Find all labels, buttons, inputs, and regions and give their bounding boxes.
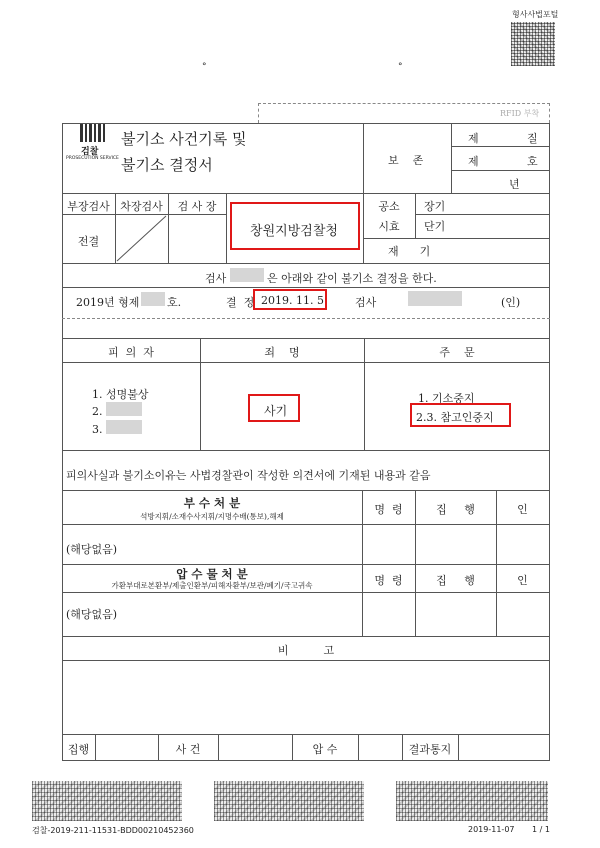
office-highlight [230, 202, 360, 250]
statement-suffix: 은 아래와 같이 불기소 결정을 한다. [267, 272, 437, 285]
approval-header-2: 차장검사 [120, 200, 163, 213]
sub-disposition-title: 부 수 처 분 [183, 496, 241, 510]
preserve-ho: 호 [527, 155, 538, 168]
footer-doc-id: 검찰-2019-211-11531-BDD00210452360 [32, 826, 194, 835]
seizure-col-command: 명 령 [374, 574, 403, 587]
disposition-1: 1. 기소중지 [418, 392, 475, 405]
preserve-nyeon: 년 [509, 178, 520, 191]
statement-prefix: 검사 [205, 272, 227, 285]
seizure-col-execution: 집 행 [436, 574, 475, 587]
preserve-je2: 제 [468, 155, 479, 168]
preserve-jil: 질 [527, 132, 538, 145]
decision-label: 결 정 [226, 296, 255, 309]
seizure-subtitle: 가환부대로본환부/제출인환부/피해자환부/보관/폐기/국고귀속 [111, 581, 313, 590]
top-badge: 형사사법포털 [512, 10, 559, 19]
barcode-strip-3 [396, 781, 548, 821]
case-suffix: 호. [167, 296, 182, 309]
redacted-prosecutor-name [230, 268, 264, 282]
sub-disposition-content: (해당없음) [66, 543, 118, 556]
case-prefix: 2019년 형제 [76, 296, 140, 309]
gongso-label-1: 공소 [378, 200, 400, 213]
sub-disposition-subtitle: 석방지휘/소재수사지휘/지명수배(통보),해제 [140, 512, 284, 521]
seizure-col-seal: 인 [517, 574, 528, 587]
disposition-2: 2.3. 참고인중지 [416, 411, 494, 424]
jaegi-label: 재 기 [388, 245, 431, 258]
sub-col-command: 명 령 [374, 503, 403, 516]
remarks-label: 비 고 [277, 644, 335, 657]
doc-title-line1: 불기소 사건기록 및 [121, 130, 247, 148]
office-name: 창원지방검찰청 [250, 224, 338, 239]
bottom-case: 사 건 [175, 743, 201, 756]
suspect-2: 2. [92, 405, 103, 418]
barcode-strip-1 [32, 781, 182, 821]
charge-value: 사기 [264, 404, 288, 418]
decision-date: 2019. 11. 5. [261, 294, 328, 307]
logo-name: 검찰 [81, 147, 99, 157]
footer-date: 2019-11-07 [468, 825, 515, 834]
suspect-1: 1. 성명불상 [92, 388, 149, 401]
preserve-je1: 제 [468, 132, 479, 145]
seal-mark: (인) [501, 296, 521, 309]
rfid-label: RFID 부착 [500, 109, 540, 118]
gongso-janggi: 장기 [424, 200, 446, 213]
approval-header-1: 부장검사 [67, 200, 110, 213]
disposition-highlight [410, 403, 511, 427]
seizure-content: (해당없음) [66, 608, 118, 621]
seizure-title: 압 수 물 처 분 [176, 567, 248, 581]
redacted-suspect-2 [106, 402, 142, 416]
redacted-suspect-3 [106, 420, 142, 434]
footer-page: 1 / 1 [532, 825, 550, 834]
redacted-prosecutor [408, 291, 462, 306]
decision-date-highlight [253, 289, 327, 310]
bottom-execution: 집행 [67, 743, 90, 756]
bottom-result-notice: 결과통지 [408, 743, 452, 756]
suspect-header: 피 의 자 [108, 346, 154, 359]
qr-code-top [511, 22, 555, 66]
sub-col-seal: 인 [517, 503, 528, 516]
disposition-header: 주 문 [439, 346, 475, 359]
logo-subtitle: PROSECUTION SERVICE [66, 156, 119, 161]
gongso-label-2: 시효 [378, 220, 400, 233]
jeongyeol-label: 전결 [77, 235, 100, 248]
charge-header: 죄 명 [264, 346, 300, 359]
prosecutor-label: 검사 [355, 296, 377, 309]
preserve-label: 보 존 [388, 154, 424, 167]
charge-highlight [248, 394, 300, 422]
barcode-strip-2 [214, 781, 364, 821]
bottom-seizure: 압 수 [312, 743, 338, 756]
approval-header-3: 검 사 장 [177, 200, 217, 213]
redacted-case-number [141, 292, 165, 306]
sub-col-execution: 집 행 [436, 503, 475, 516]
cross-out-line [115, 214, 168, 263]
suspect-3: 3. [92, 423, 103, 436]
doc-title-line2: 불기소 결정서 [121, 156, 213, 174]
prosecution-logo-icon [80, 124, 105, 142]
facts-note: 피의사실과 불기소이유는 사법경찰관이 작성한 의견서에 기재된 내용과 같음 [66, 469, 431, 482]
gongso-dangi: 단기 [424, 220, 446, 233]
